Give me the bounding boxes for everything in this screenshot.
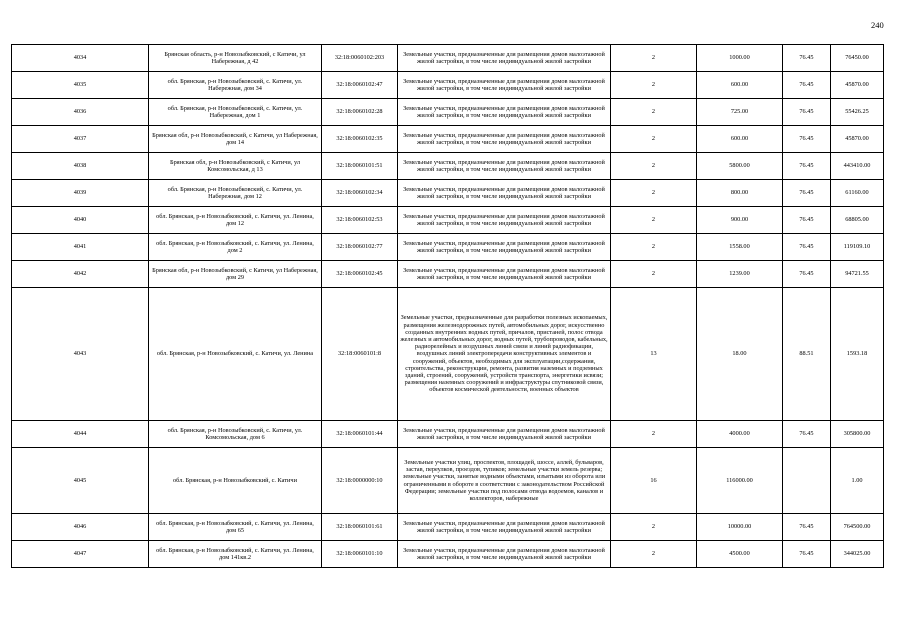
area-cell: 1239.00: [697, 261, 783, 288]
use-group-cell: 2: [611, 126, 697, 153]
cadastral-number-cell: 32:18:0000000:10: [322, 448, 398, 514]
land-use-cell: Земельные участки, предназначенные для размещения домов малоэтажной жилой застройки, в том числе индивидуальной жилой застройки: [398, 421, 611, 448]
use-group-cell: 2: [611, 421, 697, 448]
area-cell: 900.00: [697, 207, 783, 234]
cadastral-number-cell: 32:18:0060101:51: [322, 153, 398, 180]
record-number-cell: 4045: [12, 448, 149, 514]
table-row: [12, 126, 884, 153]
use-group-cell: 2: [611, 180, 697, 207]
record-number-cell: 4037: [12, 126, 149, 153]
cadastral-number-cell: 32:18:0060102:34: [322, 180, 398, 207]
address-cell: Брянская обл, р-н Новозыбковский, с Катичи, ул Комсомольская, д 13: [149, 153, 322, 180]
table-row: [12, 72, 884, 99]
specific-value-cell: 76.45: [783, 72, 831, 99]
cadastral-value-cell: 45870.00: [831, 72, 884, 99]
specific-value-cell: 76.45: [783, 514, 831, 541]
address-cell: обл. Брянская, р-н Новозыбковский, с. Катичи, ул. Ленина, дом 2: [149, 234, 322, 261]
area-cell: 116000.00: [697, 448, 783, 514]
address-cell: обл. Брянская, р-н Новозыбковский, с. Катичи, ул. Ленина, дом 141кв.2: [149, 541, 322, 568]
specific-value-cell: 76.45: [783, 421, 831, 448]
use-group-cell: 16: [611, 448, 697, 514]
table-row: [12, 514, 884, 541]
cadastral-number-cell: 32:18:0060101:61: [322, 514, 398, 541]
land-use-cell: Земельные участки, предназначенные для размещения домов малоэтажной жилой застройки, в том числе индивидуальной жилой застройки: [398, 153, 611, 180]
address-cell: обл. Брянская, р-н Новозыбковский, с. Катичи, ул. Ленина: [149, 288, 322, 421]
cadastral-value-cell: 443410.00: [831, 153, 884, 180]
address-cell: обл. Брянская, р-н Новозыбковский, с. Катичи, ул. Набережная, дом 34: [149, 72, 322, 99]
cadastral-value-cell: 764500.00: [831, 514, 884, 541]
address-cell: обл. Брянская, р-н Новозыбковский, с. Катичи, ул. Ленина, дом 12: [149, 207, 322, 234]
cadastral-value-cell: 305800.00: [831, 421, 884, 448]
area-cell: 1000.00: [697, 45, 783, 72]
cadastral-value-cell: 1593.18: [831, 288, 884, 421]
use-group-cell: 2: [611, 99, 697, 126]
specific-value-cell: 76.45: [783, 180, 831, 207]
area-cell: 725.00: [697, 99, 783, 126]
area-cell: 5800.00: [697, 153, 783, 180]
use-group-cell: 2: [611, 541, 697, 568]
cadastral-number-cell: 32:18:0060101:8: [322, 288, 398, 421]
record-number-cell: 4047: [12, 541, 149, 568]
cadastral-value-cell: 1.00: [831, 448, 884, 514]
table-row: [12, 541, 884, 568]
address-cell: Брянская обл, р-н Новозыбковский, с Катичи, ул Набережная, дом 14: [149, 126, 322, 153]
cadastral-number-cell: 32:18:0060101:44: [322, 421, 398, 448]
cadastral-number-cell: 32:18:0060102:35: [322, 126, 398, 153]
land-use-cell: Земельные участки, предназначенные для размещения домов малоэтажной жилой застройки, в том числе индивидуальной жилой застройки: [398, 180, 611, 207]
land-use-cell: Земельные участки, предназначенные для размещения домов малоэтажной жилой застройки, в том числе индивидуальной жилой застройки: [398, 234, 611, 261]
table-row: [12, 45, 884, 72]
cadastral-number-cell: 32:18:0060102:28: [322, 99, 398, 126]
area-cell: 4500.00: [697, 541, 783, 568]
area-cell: 18.00: [697, 288, 783, 421]
cadastral-value-cell: 61160.00: [831, 180, 884, 207]
table-row: [12, 207, 884, 234]
cadastral-value-cell: 68805.00: [831, 207, 884, 234]
area-cell: 1558.00: [697, 234, 783, 261]
land-use-cell: Земельные участки, предназначенные для размещения домов малоэтажной жилой застройки, в том числе индивидуальной жилой застройки: [398, 72, 611, 99]
cadastral-value-cell: 344025.00: [831, 541, 884, 568]
table-row: [12, 99, 884, 126]
use-group-cell: 2: [611, 261, 697, 288]
land-use-cell: Земельные участки улиц, проспектов, площадей, шоссе, аллей, бульваров, застав, переулков, проездов, тупиков; земельные участки земель резерва; земельные участки, занятые водными объектами, изъятыми из оборота или ограниченными в обороте в соответствии с законодательством Российской Федерации; земельные участки под полосами отвода водоемов, каналов и коллекторов, набережные: [398, 448, 611, 514]
area-cell: 10000.00: [697, 514, 783, 541]
area-cell: 600.00: [697, 72, 783, 99]
record-number-cell: 4038: [12, 153, 149, 180]
area-cell: 600.00: [697, 126, 783, 153]
record-number-cell: 4042: [12, 261, 149, 288]
land-use-cell: Земельные участки, предназначенные для размещения домов малоэтажной жилой застройки, в том числе индивидуальной жилой застройки: [398, 45, 611, 72]
address-cell: Брянская обл, р-н Новозыбковский, с Катичи, ул Набережная, дом 29: [149, 261, 322, 288]
land-use-cell: Земельные участки, предназначенные для размещения домов малоэтажной жилой застройки, в том числе индивидуальной жилой застройки: [398, 261, 611, 288]
cadastral-number-cell: 32:18:0060102:77: [322, 234, 398, 261]
land-use-cell: Земельные участки, предназначенные для размещения домов малоэтажной жилой застройки, в том числе индивидуальной жилой застройки: [398, 126, 611, 153]
use-group-cell: 2: [611, 207, 697, 234]
area-cell: 800.00: [697, 180, 783, 207]
address-cell: обл. Брянская, р-н Новозыбковский, с. Катичи, ул. Набережная, дом 12: [149, 180, 322, 207]
cadastral-value-table: [11, 44, 884, 568]
specific-value-cell: 76.45: [783, 45, 831, 72]
cadastral-number-cell: 32:18:0060101:10: [322, 541, 398, 568]
cadastral-number-cell: 32:18:0060102:203: [322, 45, 398, 72]
address-cell: обл. Брянская, р-н Новозыбковский, с. Катичи: [149, 448, 322, 514]
cadastral-value-cell: 119109.10: [831, 234, 884, 261]
page-number: 240: [871, 20, 884, 30]
cadastral-value-cell: 94721.55: [831, 261, 884, 288]
address-cell: обл. Брянская, р-н Новозыбковский, с. Катичи, ул. Ленина, дом 65: [149, 514, 322, 541]
record-number-cell: 4044: [12, 421, 149, 448]
use-group-cell: 2: [611, 234, 697, 261]
record-number-cell: 4043: [12, 288, 149, 421]
specific-value-cell: 76.45: [783, 261, 831, 288]
use-group-cell: 2: [611, 72, 697, 99]
use-group-cell: 2: [611, 45, 697, 72]
record-number-cell: 4046: [12, 514, 149, 541]
area-cell: 4000.00: [697, 421, 783, 448]
cadastral-number-cell: 32:18:0060102:45: [322, 261, 398, 288]
address-cell: обл. Брянская, р-н Новозыбковский, с. Катичи, ул. Комсомольская, дом 6: [149, 421, 322, 448]
table-row: [12, 448, 884, 514]
specific-value-cell: 76.45: [783, 541, 831, 568]
table-row: [12, 180, 884, 207]
specific-value-cell: 76.45: [783, 153, 831, 180]
record-number-cell: 4034: [12, 45, 149, 72]
record-number-cell: 4036: [12, 99, 149, 126]
cadastral-number-cell: 32:18:0060102:53: [322, 207, 398, 234]
specific-value-cell: 76.45: [783, 207, 831, 234]
specific-value-cell: 76.45: [783, 234, 831, 261]
cadastral-value-cell: 45870.00: [831, 126, 884, 153]
table-row: [12, 153, 884, 180]
specific-value-cell: 76.45: [783, 99, 831, 126]
cadastral-value-cell: 55426.25: [831, 99, 884, 126]
specific-value-cell: 88.51: [783, 288, 831, 421]
address-cell: Брянская область, р-н Новозыбковский, с Катичи, ул Набережная, д 42: [149, 45, 322, 72]
table-row: [12, 261, 884, 288]
land-use-cell: Земельные участки, предназначенные для размещения домов малоэтажной жилой застройки, в том числе индивидуальной жилой застройки: [398, 207, 611, 234]
record-number-cell: 4035: [12, 72, 149, 99]
cadastral-value-cell: 76450.00: [831, 45, 884, 72]
use-group-cell: 13: [611, 288, 697, 421]
table-row: [12, 234, 884, 261]
use-group-cell: 2: [611, 153, 697, 180]
table-row: [12, 288, 884, 421]
specific-value-cell: [783, 448, 831, 514]
cadastral-number-cell: 32:18:0060102:47: [322, 72, 398, 99]
land-use-cell: Земельные участки, предназначенные для размещения домов малоэтажной жилой застройки, в том числе индивидуальной жилой застройки: [398, 514, 611, 541]
land-use-cell: Земельные участки, предназначенные для размещения домов малоэтажной жилой застройки, в том числе индивидуальной жилой застройки: [398, 99, 611, 126]
table-row: [12, 421, 884, 448]
record-number-cell: 4040: [12, 207, 149, 234]
address-cell: обл. Брянская, р-н Новозыбковский, с. Катичи, ул. Набережная, дом 1: [149, 99, 322, 126]
land-use-cell: Земельные участки, предназначенные для размещения домов малоэтажной жилой застройки, в том числе индивидуальной жилой застройки: [398, 541, 611, 568]
use-group-cell: 2: [611, 514, 697, 541]
specific-value-cell: 76.45: [783, 126, 831, 153]
record-number-cell: 4039: [12, 180, 149, 207]
land-use-cell: Земельные участки, предназначенные для разработки полезных ископаемых, размещения железнодорожных путей, автомобильных дорог, искусственно созданных внутренних водных путей, причалов, пристаней, полос отвода железных и автомобильных дорог, водных путей, трубопроводов, кабельных, радиорелейных и воздушных линий связи и линий радиофикации, воздушных линий электропередачи конструктивных элементов и сооружений, объектов, необходимых для эксплуатации,содержания, строительства, реконструкции, ремонта, развития наземных и подземных зданий, строений, сооружений, устройств транспорта, энергетики исвязи; размещения наземных сооружений и инфраструктуры спутниковой связи, объектов космической деятельности, военных объектов: [398, 288, 611, 421]
record-number-cell: 4041: [12, 234, 149, 261]
